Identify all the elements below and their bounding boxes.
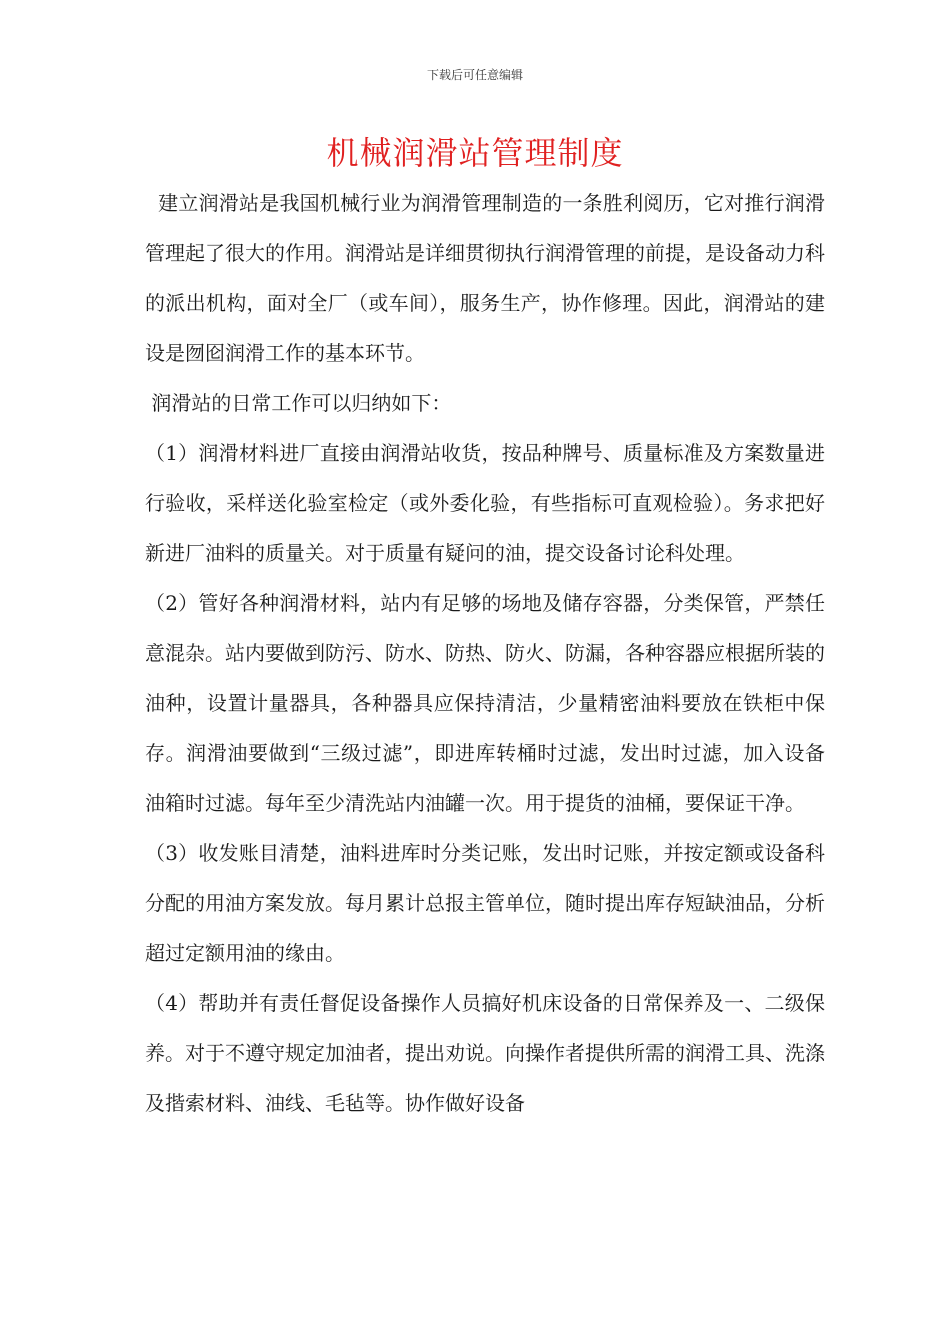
paragraph-intro: 建立润滑站是我国机械行业为润滑管理制造的一条胜利阅历，它对推行润滑管理起了很大的作用。润滑站是详细贯彻执行润滑管理的前提，是设备动力科的派出机构，面对全厂（或车间），服务生产，协作修理。因此，润滑站的建设是囫囵润滑工作的基本环节。 bbox=[145, 191, 826, 365]
paragraph-item-4: （4）帮助并有责任督促设备操作人员搞好机床设备的日常保养及一、二级保养。对于不遵守规定加油者，提出劝说。向操作者提供所需的润滑工具、洗涤及揩索材料、油线、毛毡等。协作做好设备 bbox=[145, 991, 825, 1115]
paragraph-item-1: （1）润滑材料进厂直接由润滑站收货，按品种牌号、质量标准及方案数量进行验收，采样送化验室检定（或外委化验，有些指标可直观检验）。务求把好新进厂油料的质量关。对于质量有疑问的油，提交设备讨论科处理。 bbox=[145, 441, 825, 565]
header-note: 下载后可任意编辑 bbox=[426, 68, 523, 82]
document-title: 机械润滑站管理制度 bbox=[326, 134, 624, 172]
paragraph-summary: 润滑站的日常工作可以归纳如下： bbox=[145, 391, 452, 415]
paragraph-item-3: （3）收发账目清楚，油料进库时分类记账，发出时记账，并按定额或设备科分配的用油方案发放。每月累计总报主管单位，随时提出库存短缺油品，分析超过定额用油的缘由。 bbox=[145, 841, 825, 965]
paragraph-item-2: （2）管好各种润滑材料，站内有足够的场地及储存容器，分类保管，严禁任意混杂。站内要做到防污、防水、防热、防火、防漏，各种容器应根据所装的油种，设置计量器具，各种器具应保持清洁，少量精密油料要放在铁柜中保存。润滑油要做到“三级过滤”，即进库转桶时过滤，发出时过滤，加入设备油箱时过滤。每年至少清洗站内油罐一次。用于提货的油桶，要保证干净。 bbox=[145, 591, 825, 815]
document-body bbox=[145, 178, 825, 1128]
